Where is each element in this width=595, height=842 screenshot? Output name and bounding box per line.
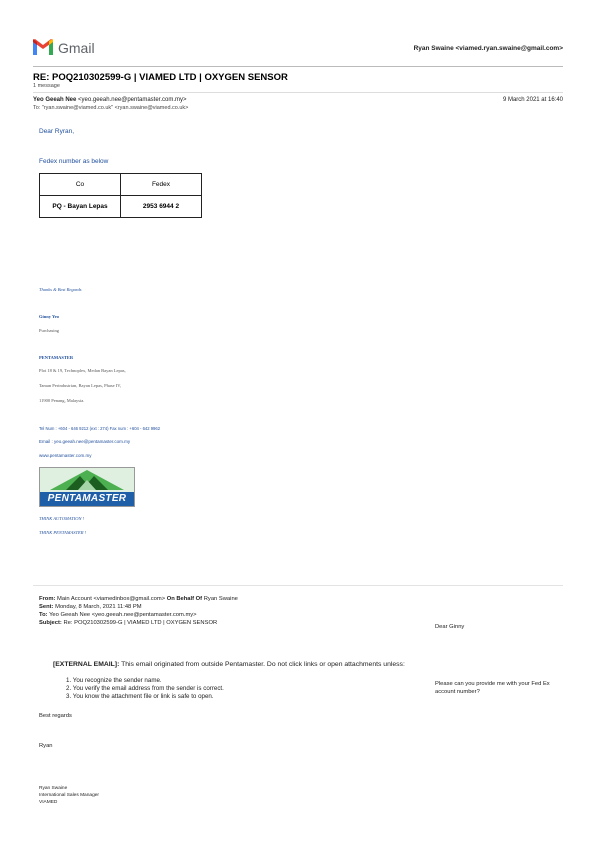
signature-closing: Thanks & Best Regards — [39, 287, 82, 292]
list-item: 1. You recognize the sender name. — [66, 677, 162, 684]
best-regards: Best regards — [39, 713, 72, 719]
table-cell-fedex: 2953 6944 2 — [121, 196, 202, 218]
forward-subject-value: Re: POQ210302599-G | VIAMED LTD | OXYGEN SENSOR — [61, 620, 218, 626]
message-count: 1 message — [33, 83, 60, 89]
tagline-automation: THINK AUTOMATION ! — [39, 516, 85, 521]
recipient-line: To: "ryan.swaine@viamed.co.uk" <ryan.swaine@viamed.co.uk> — [33, 105, 189, 111]
forward-sent-label: Sent: — [39, 604, 54, 610]
forward-sent — [39, 604, 142, 610]
footer-company: VIAMED — [39, 800, 58, 805]
gmail-logo-icon — [33, 39, 53, 55]
table-row — [40, 196, 202, 218]
fedex-request: Please can you provide me with your Fed Ex account number? — [435, 681, 550, 695]
signature-address-2: Taman Perindustrian, Bayan Lepas, Phase IV, — [39, 383, 122, 388]
table-header-row — [40, 174, 202, 196]
logo-wordmark: PENTAMASTER — [47, 493, 127, 504]
signature-website[interactable]: www.pentamaster.com.my — [39, 453, 92, 458]
forward-to-value: Yeo Geeah Nee <yeo.geeah.nee@pentamaster.com.my> — [47, 612, 197, 618]
signature-role: Purchasing — [39, 328, 59, 333]
forward-to — [39, 612, 197, 618]
on-behalf-label: On Behalf Of — [166, 596, 203, 602]
signature-company: PENTAMASTER — [39, 355, 74, 360]
message-date: 9 March 2021 at 16:40 — [502, 97, 563, 103]
list-item: 3. You know the attachment file or link is safe to open. — [66, 693, 214, 700]
fedex-intro: Fedex number as below — [39, 158, 109, 165]
forward-from-value: Main Account <viamedinbox@gmail.com> — [55, 596, 167, 602]
external-warning-text: This email originated from outside Pentamaster. Do not click links or open attachments unless: — [119, 661, 405, 668]
signature-address-3: 11900 Penang, Malaysia. — [39, 398, 85, 403]
table-cell-co: PQ - Bayan Lepas — [40, 196, 121, 218]
sign-off-name: Ryan — [39, 743, 53, 749]
forward-subject — [39, 620, 217, 626]
list-item: 2. You verify the email address from the sender is correct. — [66, 685, 224, 692]
sender-line — [33, 97, 187, 103]
forward-from-label: From: — [39, 596, 56, 602]
signature-phone: Tel Num : +604 - 646 9212 (ext : 274) Fax num : +604 - 642 9962 — [39, 426, 161, 431]
external-warning-label: [EXTERNAL EMAIL]: — [53, 661, 120, 668]
on-behalf-value: Ryan Swaine — [202, 596, 238, 602]
signature-address-1: Plot 18 & 19, Technoplex, Medan Bayan Lepas, — [39, 368, 126, 373]
forward-to-label: To: — [39, 612, 48, 618]
table-header-fedex: Fedex — [121, 174, 202, 196]
table-header-co: Co — [40, 174, 121, 196]
subject-divider — [33, 92, 563, 93]
gmail-wordmark: Gmail — [58, 40, 95, 56]
footer-title: International Sales Manager — [39, 793, 99, 798]
dear-ginny: Dear Ginny — [435, 624, 465, 630]
forward-sent-value: Monday, 8 March, 2021 11:48 PM — [53, 604, 142, 610]
pentamaster-logo — [39, 467, 135, 507]
forward-subject-label: Subject: — [39, 620, 62, 626]
footer-name: Ryan Swaine — [39, 786, 68, 791]
email-subject: RE: POQ210302599-G | VIAMED LTD | OXYGEN SENSOR — [33, 72, 288, 83]
signature-email[interactable]: Email : yeo.geeah.nee@pentamaster.com.my — [39, 439, 131, 444]
sender-email[interactable]: <yeo.geeah.nee@pentamaster.com.my> — [78, 97, 187, 103]
forward-from — [39, 596, 238, 602]
forward-divider — [33, 585, 563, 586]
tagline-pentamaster: THINK PENTAMASTER ! — [39, 530, 87, 535]
external-warning — [53, 661, 405, 668]
fedex-table — [39, 173, 202, 218]
account-info: Ryan Swaine <viamed.ryan.swaine@gmail.com> — [413, 45, 563, 52]
sender-name: Yeo Geeah Nee — [33, 97, 77, 103]
signature-name: Ginny Yeo — [39, 314, 59, 319]
header-divider — [33, 66, 563, 67]
greeting: Dear Ryran, — [39, 128, 75, 135]
